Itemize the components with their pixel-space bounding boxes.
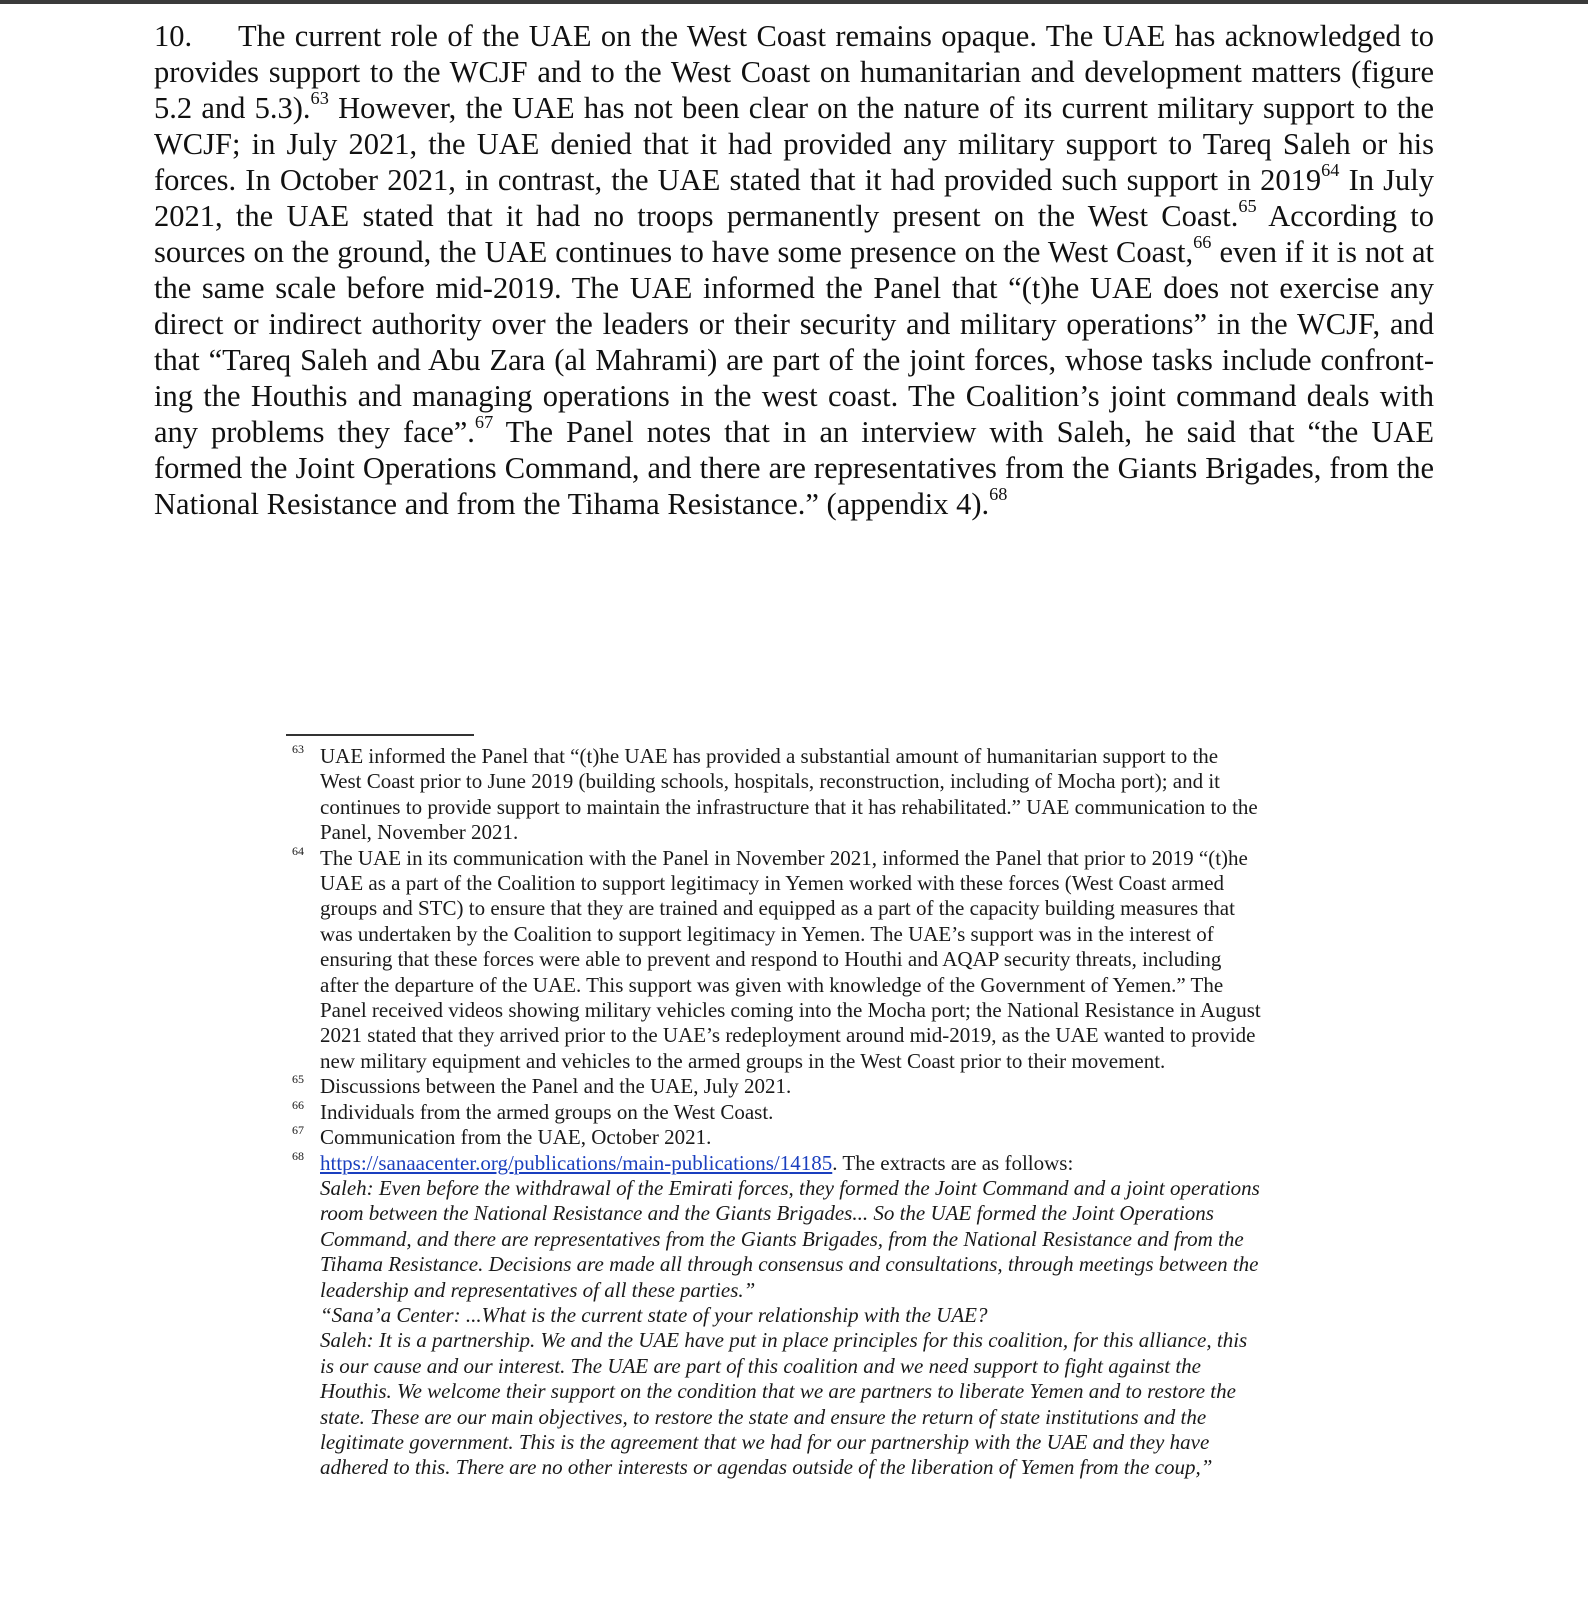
footnote-text: The UAE in its communication with the Panel in November 2021, informed the Panel that prior to 2019 “(t)he UAE as a part of the Coalition to support legitimacy in Yemen worked with these forces (West Coast armed groups and STC) to ensure that they are trained and equipped as a part of the capacity building measures that was undertaken by the Coalition to support legitimacy in Yemen. The UAE’s support was in the interest of ensuring that these forces were able to prevent and respond to Houthi and AQAP security threats, including after the departure of the UAE. This support was given with knowledge of the Government of Yemen.” The Panel received videos showing military vehicles coming into the Mocha port; the National Resistance in August 2021 stated that they arrived prior to the UAE’s redeployment around mid-2019, as the UAE wanted to provide new military equipment and vehicles to the armed groups in the West Coast prior to their movement.: [320, 845, 1261, 1073]
footnote-64: [292, 843, 1264, 1075]
top-border: [0, 0, 1588, 4]
footnote-mark: 66: [292, 1097, 304, 1112]
footnote-text: Communication from the UAE, October 2021.: [320, 1125, 712, 1150]
interview-quote: Saleh: Even before the withdrawal of the Emirati forces, they formed the Joint Command and a joint operations room between the National Resistance and the Giants Brigades... So the UAE formed the Joint Operations Command, and there are representatives from the Giants Brigades, from the National Resistance and from the Tihama Resistance. Decisions are made all through consensus and consultations, through meetings between the leadership and representatives of all these parties.”: [320, 1175, 1260, 1302]
paragraph-body: [154, 19, 1434, 521]
footnote-reference[interactable]: 66: [1193, 232, 1212, 253]
footnote-reference[interactable]: 67: [474, 412, 494, 433]
main-paragraph: [154, 18, 1434, 522]
paragraph-text: The current role of the UAE on the West Coast remains opaque. The UAE has acknowledged to provides support to the WCJF and to the West Coast on humanitarian and development matters (figure 5.2 and 5.3).: [154, 19, 1434, 125]
footnote-mark: 67: [292, 1123, 304, 1138]
footnote-reference[interactable]: 63: [310, 88, 329, 109]
footnote-mark: 64: [292, 843, 304, 858]
footnote-text: Individuals from the armed groups on the West Coast.: [320, 1099, 774, 1124]
sanaa-center-link[interactable]: https://sanaacenter.org/publications/main-publications/14185: [320, 1150, 833, 1175]
paragraph-text: even if it is not at the same scale before mid-2019. The UAE informed the Panel that “(t)he UAE does not exercise any direct or indirect authority over the leaders or their security and military operations” in the WCJF, and that “Tareq Saleh and Abu Zara (al Mahrami) are part of the joint forces, whose tasks include confronting the Houthis and managing operations in the west coast. The Coalition’s joint command deals with any problems they face”.: [154, 235, 1434, 449]
footnote-mark: 65: [292, 1072, 304, 1087]
footnote-text: . The extracts are as follows:: [832, 1150, 1074, 1175]
footnote-reference[interactable]: 68: [989, 484, 1008, 505]
paragraph-text: According to sources on the ground, the UAE continues to have some presence on the West Coast,: [154, 199, 1435, 269]
footnote-mark: 68: [292, 1148, 304, 1163]
footnote-text: UAE informed the Panel that “(t)he UAE has provided a substantial amount of humanitarian support to the West Coast prior to June 2019 (building schools, hospitals, reconstruction, including of Mocha port); and it continues to provide support to maintain the infrastructure that it has rehabilitated.” UAE communication to the Panel, November 2021.: [320, 744, 1258, 845]
paragraph-text: The Panel notes that in an interview with Saleh, he said that “the UAE formed the Joint Operations Command, and there are representatives from the Giants Brigades, from the National Resistance and from the Tihama Resistance.” (appendix 4).: [154, 415, 1434, 521]
footnote-63: [292, 744, 1264, 846]
footnote-66: [292, 1097, 1264, 1125]
footnote-65: [292, 1074, 1264, 1099]
paragraph-text: However, the UAE has not been clear on the nature of its current military support to the WCJF; in July 2021, the UAE denied that it had provided any military support to Tareq Saleh or his forces. In October 2021, in contrast, the UAE stated that it had provided such support in 2019: [154, 91, 1434, 197]
footnote-67: [292, 1125, 1264, 1150]
interview-quote: Saleh: It is a partnership. We and the UAE have put in place principles for this coalition, for this alliance, this is our cause and our interest. The UAE are part of this coalition and we need support to fight against the Houthis. We welcome their support on the condition that we are partners to liberate Yemen and to restore the state. These are our main objectives, to restore the state and ensure the return of state institutions and the legitimate government. This is the agreement that we had for our partnership with the UAE and they have adhered to this. There are no other interests or agendas outside of the liberation of Yemen from the coup,”: [320, 1328, 1248, 1480]
footnote-reference[interactable]: 65: [1238, 196, 1257, 217]
paragraph-number: 10.: [154, 19, 193, 53]
footnotes: [292, 744, 1264, 1481]
interview-quote: “Sana’a Center: ...What is the current state of your relationship with the UAE?: [320, 1302, 988, 1327]
footnote-mark: 63: [292, 742, 304, 756]
footnote-reference[interactable]: 64: [1321, 160, 1340, 181]
footnote-text: Discussions between the Panel and the UAE, July 2021.: [320, 1074, 792, 1099]
footnote-separator: [286, 734, 474, 736]
footnote-68: [292, 1148, 1264, 1481]
paragraph-text: In July 2021, the UAE stated that it had no troops permanently present on the West Coast.: [154, 163, 1434, 233]
